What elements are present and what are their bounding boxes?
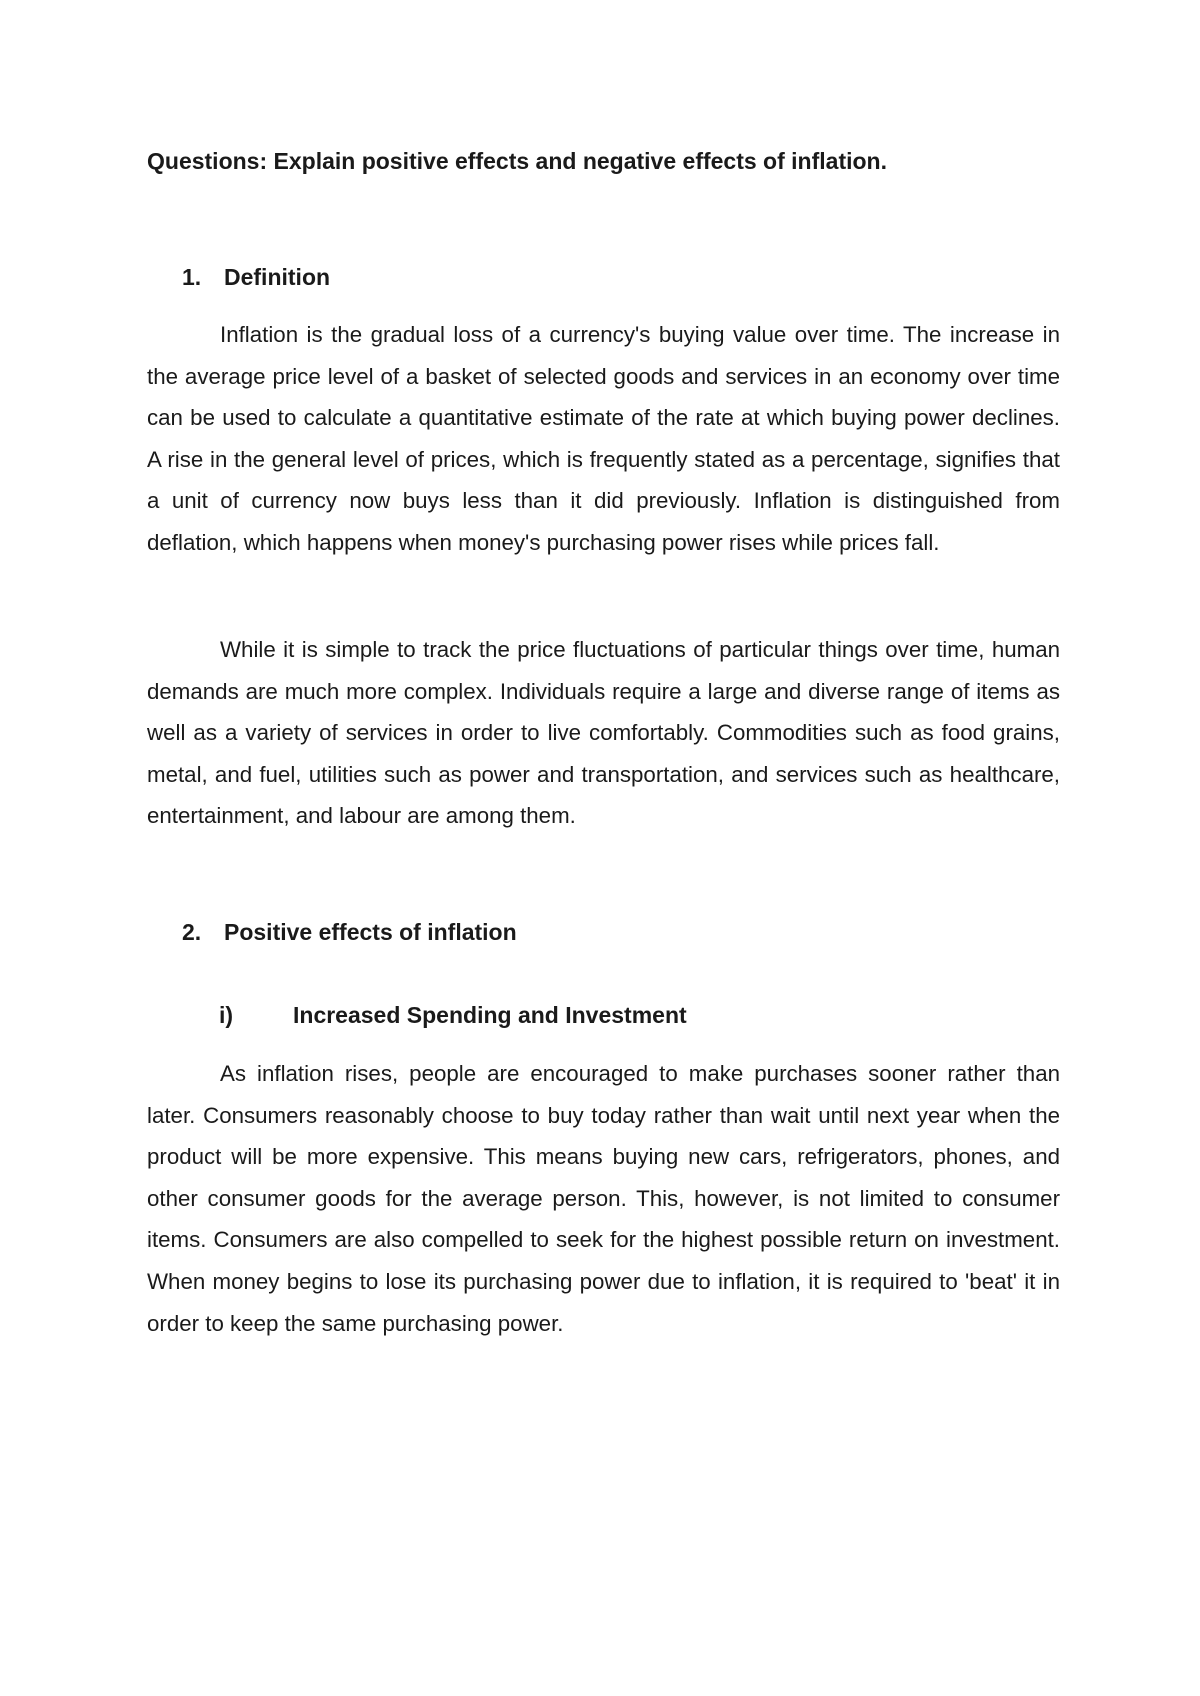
section-title: Positive effects of inflation	[224, 919, 517, 945]
section-heading-definition	[182, 262, 330, 292]
question-title: Questions: Explain positive effects and negative effects of inflation.	[147, 148, 887, 174]
section-number: 2.	[182, 919, 202, 945]
section-title: Definition	[224, 264, 331, 290]
subsection-number: i)	[219, 1002, 234, 1028]
definition-paragraph-2: While it is simple to track the price fluctuations of particular things over time, human demands are much more complex. Individuals require a large and diverse range of items as well as a variety of services in order to live comfortably. Commodities such as food grains, metal, and fuel, utilities such as power and transportation, and services such as healthcare, entertainment, and labour are among them.	[147, 637, 1060, 829]
section-number: 1.	[182, 264, 202, 290]
definition-paragraph-1: Inflation is the gradual loss of a currency's buying value over time. The increase in the average price level of a basket of selected goods and services in an economy over time can be used to calculate a quantitative estimate of the rate at which buying power declines. A rise in the general level of prices, which is frequently stated as a percentage, signifies that a unit of currency now buys less than it did previously. Inflation is distinguished from deflation, which happens when money's purchasing power rises while prices fall.	[147, 322, 1060, 555]
subsection-title: Increased Spending and Investment	[293, 1002, 687, 1028]
subsection-heading-increased-spending	[219, 1000, 687, 1030]
section-heading-positive-effects	[182, 917, 517, 947]
increased-spending-paragraph: As inflation rises, people are encouraged to make purchases sooner rather than later. Consumers reasonably choose to buy today rather than wait until next year when the product will be more expensive. This means buying new cars, refrigerators, phones, and other consumer goods for the average person. This, however, is not limited to consumer items. Consumers are also compelled to seek for the highest possible return on investment. When money begins to lose its purchasing power due to inflation, it is required to 'beat' it in order to keep the same purchasing power.	[147, 1061, 1060, 1336]
